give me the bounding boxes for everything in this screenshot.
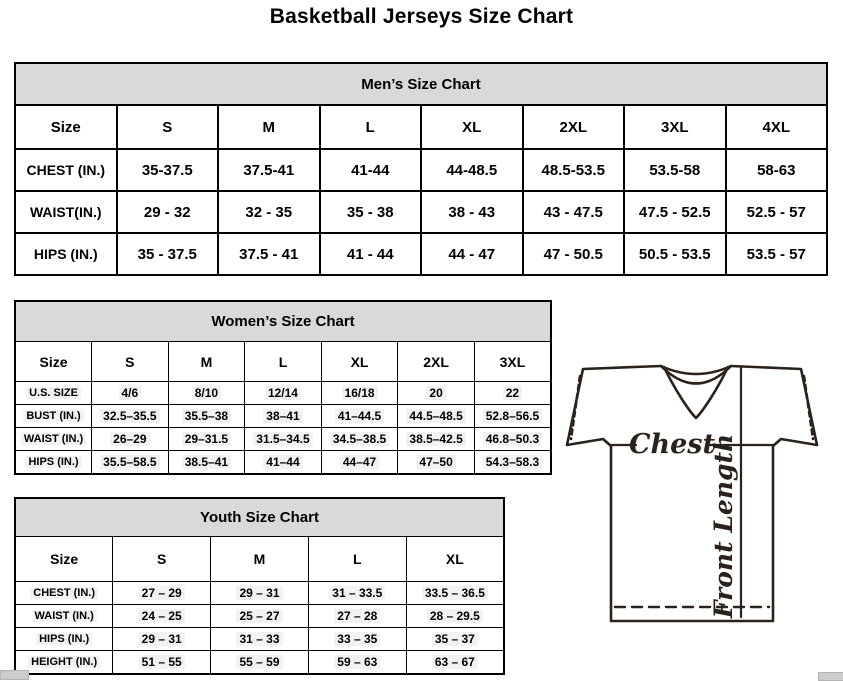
youth-table-row [15,628,504,651]
men-value-cell: 37.5 - 41 [218,233,320,275]
women-row-label [15,405,92,428]
men-row-label: CHEST (IN.) [15,149,117,191]
women-table-row [15,382,551,405]
women-value-cell [474,451,551,474]
women-column-header: S [92,342,169,382]
youth-value-cell-text: 24 – 25 [139,609,185,623]
front-length-measure-label: Front Length [709,433,738,619]
youth-size-chart-table [14,497,505,675]
women-value-cell [321,451,398,474]
youth-value-cell [113,605,211,628]
women-column-header: L [245,342,322,382]
women-value-cell-text: 41–44 [263,455,302,469]
women-value-cell-text: 44.5–48.5 [406,409,465,423]
men-column-header: M [218,105,320,149]
women-value-cell [474,405,551,428]
men-value-cell: 37.5-41 [218,149,320,191]
women-value-cell [245,451,322,474]
men-column-header: 3XL [624,105,726,149]
women-value-cell-text: 4/6 [119,386,142,400]
women-table-row [15,428,551,451]
youth-value-cell-text: 28 – 29.5 [427,609,483,623]
youth-row-label [15,628,113,651]
women-value-cell-text: 31.5–34.5 [253,432,312,446]
youth-column-header: XL [406,537,504,582]
women-value-cell [321,428,398,451]
youth-value-cell-text: 63 – 67 [432,655,478,669]
women-value-cell-text: 26–29 [110,432,149,446]
youth-value-cell [308,582,406,605]
youth-row-label [15,582,113,605]
men-column-header: 4XL [726,105,828,149]
men-column-header: 2XL [523,105,625,149]
women-value-cell [398,428,475,451]
men-value-cell: 47.5 - 52.5 [624,191,726,233]
youth-column-header: Size [15,537,113,582]
men-value-cell: 58-63 [726,149,828,191]
men-table-row [15,149,827,191]
youth-table-row [15,582,504,605]
youth-value-cell [308,605,406,628]
horizontal-scrollbar-fragment-right[interactable] [818,672,843,681]
youth-value-cell-text: 35 – 37 [432,632,478,646]
men-column-header: S [117,105,219,149]
youth-value-cell [113,651,211,674]
youth-value-cell-text: 31 – 33 [236,632,282,646]
women-value-cell-text: 41–44.5 [335,409,384,423]
women-value-cell [398,451,475,474]
youth-value-cell [211,628,309,651]
jersey-measurement-diagram [559,356,841,626]
youth-column-header: S [113,537,211,582]
women-row-label-text: U.S. SIZE [26,387,81,399]
women-value-cell-text: 35.5–38 [182,409,231,423]
youth-table-row [15,651,504,674]
women-value-cell [168,451,245,474]
youth-value-cell-text: 33.5 – 36.5 [422,586,488,600]
women-value-cell-text: 12/14 [265,386,301,400]
women-value-cell-text: 44–47 [340,455,379,469]
men-value-cell: 48.5-53.5 [523,149,625,191]
men-table-row [15,191,827,233]
men-value-cell: 35 - 38 [320,191,422,233]
men-value-cell: 35 - 37.5 [117,233,219,275]
women-value-cell [92,382,169,405]
youth-value-cell-text: 31 – 33.5 [329,586,385,600]
youth-value-cell-text: 27 – 28 [334,609,380,623]
youth-value-cell [406,651,504,674]
women-value-cell-text: 54.3–58.3 [483,455,542,469]
women-value-cell-text: 32.5–35.5 [100,409,159,423]
youth-value-cell [211,605,309,628]
men-value-cell: 53.5-58 [624,149,726,191]
women-row-label-text: WAIST (IN.) [21,433,86,445]
men-value-cell: 38 - 43 [421,191,523,233]
women-row-label [15,451,92,474]
youth-value-cell [406,582,504,605]
youth-table-row [15,605,504,628]
women-column-header: 2XL [398,342,475,382]
women-column-header: Size [15,342,92,382]
men-value-cell: 44-48.5 [421,149,523,191]
youth-value-cell-text: 25 – 27 [236,609,282,623]
women-table-row [15,451,551,474]
women-value-cell [474,382,551,405]
youth-row-label [15,605,113,628]
women-row-label-text: HIPS (IN.) [25,456,81,468]
men-row-label: HIPS (IN.) [15,233,117,275]
youth-row-label-text: WAIST (IN.) [32,610,97,622]
women-value-cell [398,405,475,428]
women-value-cell [245,405,322,428]
youth-value-cell-text: 33 – 35 [334,632,380,646]
men-value-cell: 44 - 47 [421,233,523,275]
women-value-cell [168,382,245,405]
men-value-cell: 29 - 32 [117,191,219,233]
youth-value-cell [211,651,309,674]
women-value-cell-text: 34.5–38.5 [330,432,389,446]
men-value-cell: 53.5 - 57 [726,233,828,275]
women-value-cell-text: 38.5–42.5 [406,432,465,446]
women-value-cell-text: 35.5–58.5 [100,455,159,469]
women-column-header: M [168,342,245,382]
women-value-cell [92,405,169,428]
men-column-header: Size [15,105,117,149]
women-value-cell-text: 16/18 [342,386,378,400]
men-table-row [15,233,827,275]
men-row-label: WAIST(IN.) [15,191,117,233]
men-column-header: XL [421,105,523,149]
mens-size-chart-table [14,62,828,276]
women-value-cell [245,382,322,405]
women-value-cell [321,382,398,405]
women-value-cell [321,405,398,428]
men-value-cell: 41 - 44 [320,233,422,275]
men-value-cell: 35-37.5 [117,149,219,191]
women-value-cell-text: 47–50 [416,455,455,469]
women-value-cell-text: 46.8–50.3 [483,432,542,446]
women-column-header: XL [321,342,398,382]
men-value-cell: 43 - 47.5 [523,191,625,233]
youth-value-cell [113,582,211,605]
youth-value-cell-text: 55 – 59 [236,655,282,669]
women-row-label-text: BUST (IN.) [23,410,83,422]
youth-value-cell-text: 59 – 63 [334,655,380,669]
page-title: Basketball Jerseys Size Chart [269,5,574,28]
jersey-outline-icon [559,356,841,626]
chest-measure-label: Chest [629,429,715,460]
youth-value-cell-text: 51 – 55 [139,655,185,669]
women-value-cell-text: 38–41 [263,409,302,423]
women-value-cell [398,382,475,405]
youth-value-cell [406,605,504,628]
youth-column-header: M [211,537,309,582]
men-value-cell: 52.5 - 57 [726,191,828,233]
women-table-row [15,405,551,428]
women-column-header: 3XL [474,342,551,382]
youth-column-header: L [308,537,406,582]
women-value-cell [168,428,245,451]
youth-row-label [15,651,113,674]
men-column-header: L [320,105,422,149]
youth-value-cell [308,628,406,651]
women-row-label [15,428,92,451]
women-value-cell-text: 52.8–56.5 [483,409,542,423]
men-table-title: Men’s Size Chart [15,63,827,105]
women-value-cell [92,428,169,451]
men-value-cell: 47 - 50.5 [523,233,625,275]
youth-value-cell [113,628,211,651]
youth-row-label-text: CHEST (IN.) [30,587,98,599]
youth-value-cell-text: 29 – 31 [236,586,282,600]
women-value-cell-text: 20 [426,386,445,400]
women-row-label [15,382,92,405]
men-value-cell: 41-44 [320,149,422,191]
women-value-cell-text: 29–31.5 [182,432,231,446]
youth-value-cell-text: 27 – 29 [139,586,185,600]
women-value-cell [92,451,169,474]
women-value-cell-text: 22 [503,386,522,400]
women-value-cell [168,405,245,428]
men-value-cell: 32 - 35 [218,191,320,233]
youth-table-title: Youth Size Chart [15,498,504,537]
women-value-cell [245,428,322,451]
women-value-cell-text: 8/10 [192,386,221,400]
youth-value-cell-text: 29 – 31 [139,632,185,646]
youth-value-cell [308,651,406,674]
youth-value-cell [406,628,504,651]
youth-row-label-text: HEIGHT (IN.) [28,656,100,668]
women-value-cell-text: 38.5–41 [182,455,231,469]
men-value-cell: 50.5 - 53.5 [624,233,726,275]
youth-row-label-text: HIPS (IN.) [36,633,92,645]
youth-value-cell [211,582,309,605]
womens-size-chart-table [14,300,552,475]
women-value-cell [474,428,551,451]
women-table-title: Women’s Size Chart [15,301,551,342]
